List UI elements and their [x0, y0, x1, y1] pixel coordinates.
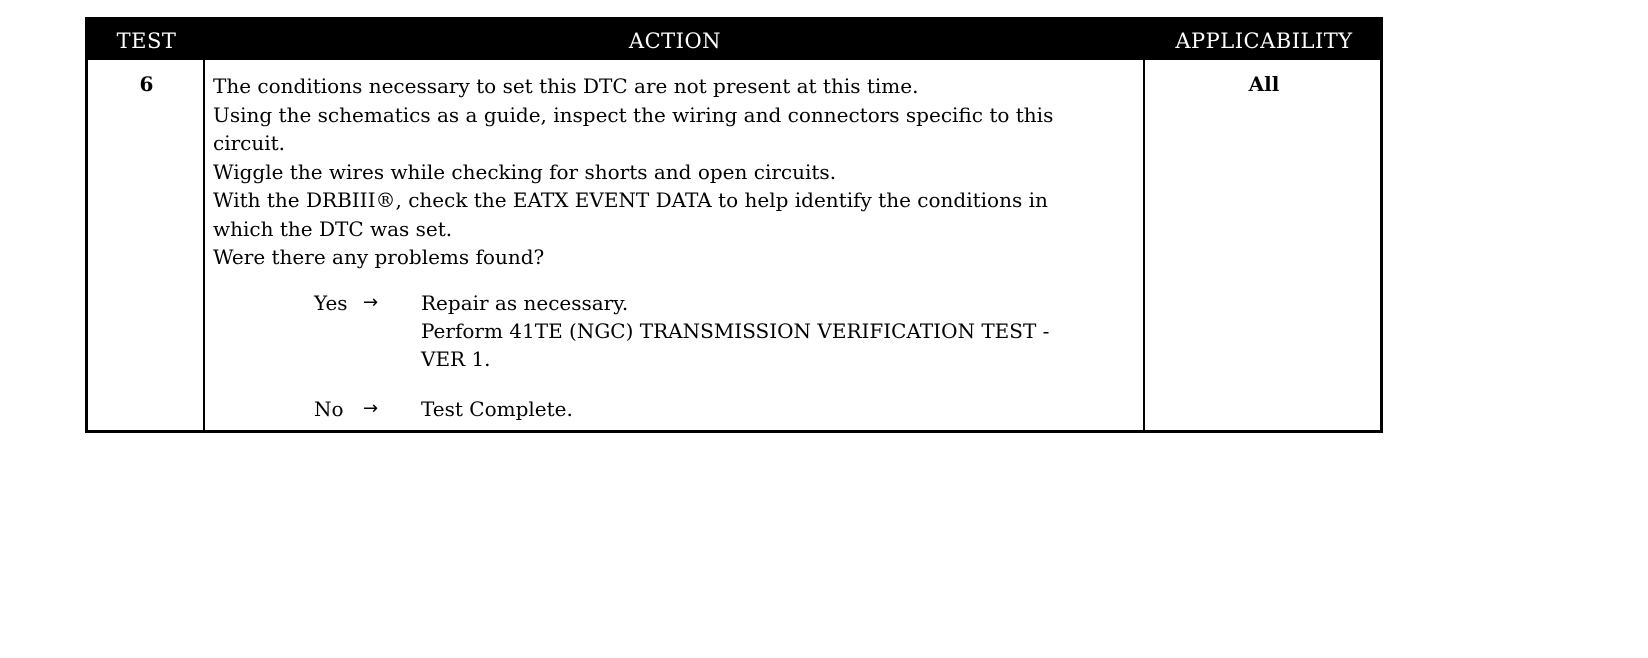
applicability-value: All [1248, 72, 1280, 96]
arrow-right-icon: → [363, 398, 379, 419]
column-divider [1143, 60, 1145, 430]
action-text [213, 72, 1138, 272]
column-divider [203, 60, 205, 430]
action-line: Using the schematics as a guide, inspect the wiring and connectors specific to this [213, 102, 1054, 127]
yes-line: Perform 41TE (NGC) TRANSMISSION VERIFICATION TEST - [421, 319, 1050, 343]
action-line: which the DTC was set. [213, 216, 453, 241]
action-line: With the DRBIII®, check the EATX EVENT DATA to help identify the conditions in [213, 188, 1048, 212]
action-line: Wiggle the wires while checking for shorts and open circuits. [213, 159, 837, 184]
header-applicability: APPLICABILITY [1175, 29, 1353, 53]
action-line: The conditions necessary to set this DTC are not present at this time. [213, 74, 919, 98]
no-instructions [421, 395, 1136, 423]
yes-line: VER 1. [421, 347, 491, 371]
action-line: circuit. [213, 131, 286, 155]
action-line: Were there any problems found? [213, 245, 545, 269]
yes-line: Repair as necessary. [421, 291, 629, 315]
yes-label: Yes [314, 291, 348, 315]
diagnostic-test-table [85, 17, 1383, 433]
yes-instructions [421, 289, 1136, 373]
no-line: Test Complete. [421, 397, 573, 421]
header-action: ACTION [628, 29, 722, 53]
test-number: 6 [139, 72, 154, 96]
no-label: No [314, 397, 344, 421]
arrow-right-icon: → [363, 292, 379, 313]
header-test: TEST [116, 29, 177, 53]
table-header [88, 20, 1380, 60]
